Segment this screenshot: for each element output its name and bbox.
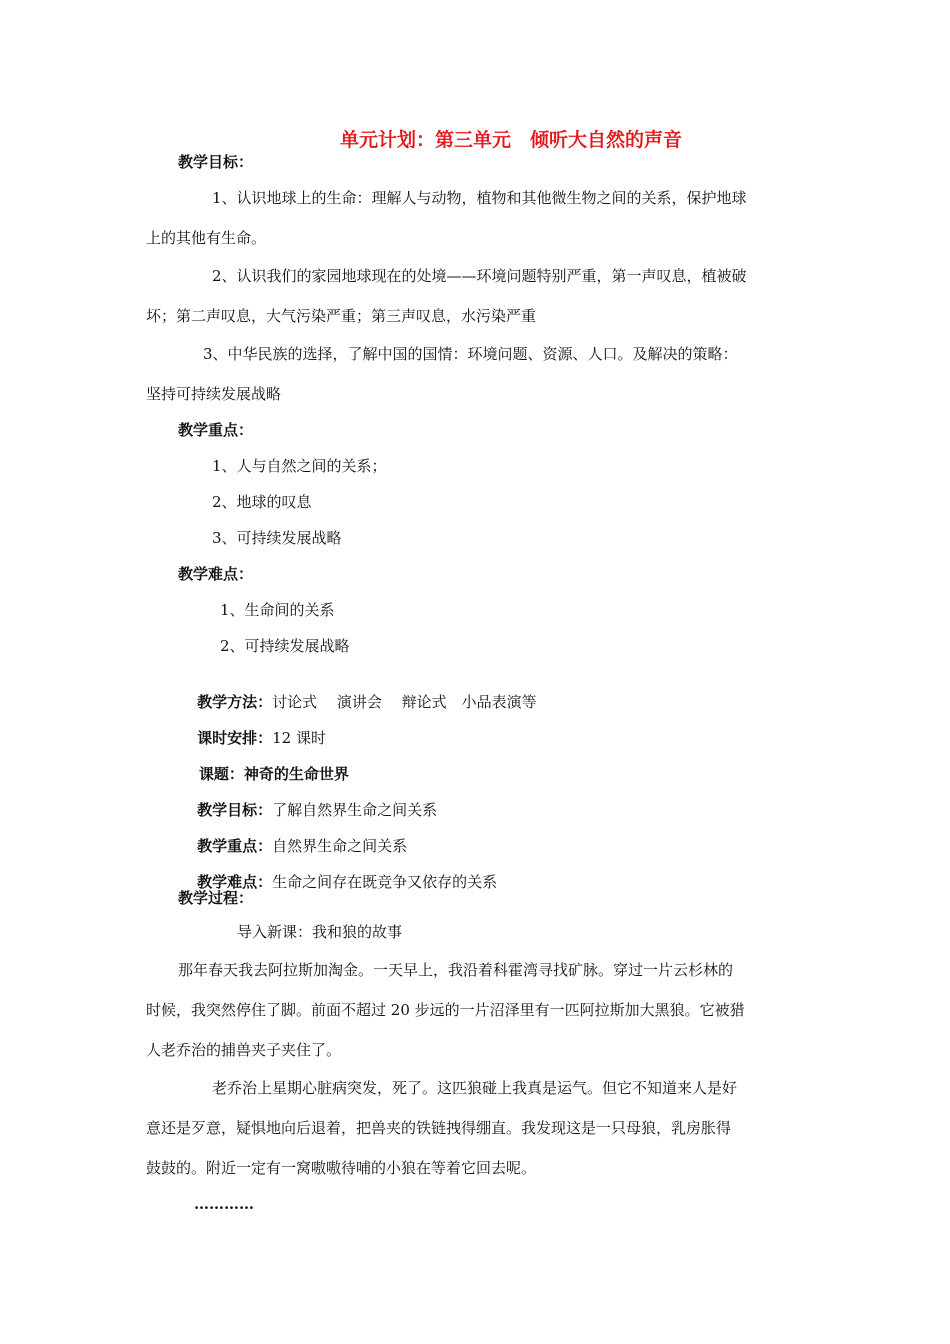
schedule-label: 课时安排： [197,729,273,747]
lesson-label: 课题： [198,765,244,783]
goal-3-line-1: 3、中华民族的选择，了解中国的国情：环境问题、资源、人口。及解决的策略： [203,345,738,363]
ellipsis: ………… [194,1195,254,1213]
story-2-line-1: 老乔治上星期心脏病突发，死了。这匹狼碰上我真是运气。但它不知道来人是好 [212,1079,738,1097]
process-heading: 教学过程： [178,889,254,907]
goal-2-line-1: 2、认识我们的家园地球现在的处境——环境问题特别严重，第一声叹息，植被破 [212,267,747,285]
goal-2-line-2: 坏；第二声叹息，大气污染严重；第三声叹息，水污染严重 [146,307,537,325]
goals-heading: 教学目标： [178,153,254,171]
page-title: 单元计划：第三单元 倾听大自然的声音 [340,129,683,151]
story-2-line-3: 鼓鼓的。附近一定有一窝嗷嗷待哺的小狼在等着它回去呢。 [146,1159,537,1177]
lesson-difficulty-value: 生命之间存在既竞争又依存的关系 [272,873,498,891]
lesson-difficulty-label: 教学难点： [197,873,273,891]
goal-1-line-2: 上的其他有生命。 [146,229,267,247]
difficulties-heading: 教学难点： [178,565,254,583]
lesson-goal-value: 了解自然界生命之间关系 [272,801,438,819]
lesson-key-label: 教学重点： [197,837,273,855]
method-value: 讨论式 演讲会 辩论式 小品表演等 [272,693,537,711]
goal-3-line-2: 坚持可持续发展战略 [146,385,282,403]
lesson-value: 神奇的生命世界 [243,765,349,783]
key-points-heading: 教学重点： [178,421,254,439]
story-1-line-3: 人老乔治的捕兽夹子夹住了。 [146,1041,342,1059]
lesson-goal-label: 教学目标： [197,801,273,819]
difficulty-2: 2、可持续发展战略 [220,637,350,655]
schedule-value: 12 课时 [272,729,326,747]
key-point-3: 3、可持续发展战略 [212,529,342,547]
difficulty-1: 1、生命间的关系 [220,601,335,619]
story-1-line-2: 时候，我突然停住了脚。前面不超过 20 步远的一片沼泽里有一匹阿拉斯加大黑狼。它被猎 [146,1001,745,1019]
key-point-1: 1、人与自然之间的关系； [212,457,387,475]
story-1-line-1: 那年春天我去阿拉斯加淘金。一天早上，我沿着科霍湾寻找矿脉。穿过一片云杉林的 [178,961,734,979]
key-point-2: 2、地球的叹息 [212,493,312,511]
lesson-key-value: 自然界生命之间关系 [272,837,408,855]
intro-line: 导入新课：我和狼的故事 [237,923,403,941]
method-label: 教学方法： [197,693,273,711]
story-2-line-2: 意还是歹意，疑惧地向后退着，把兽夹的铁链拽得绷直。我发现这是一只母狼，乳房胀得 [146,1119,732,1137]
goal-1-line-1: 1、认识地球上的生命：理解人与动物，植物和其他微生物之间的关系，保护地球 [212,189,747,207]
